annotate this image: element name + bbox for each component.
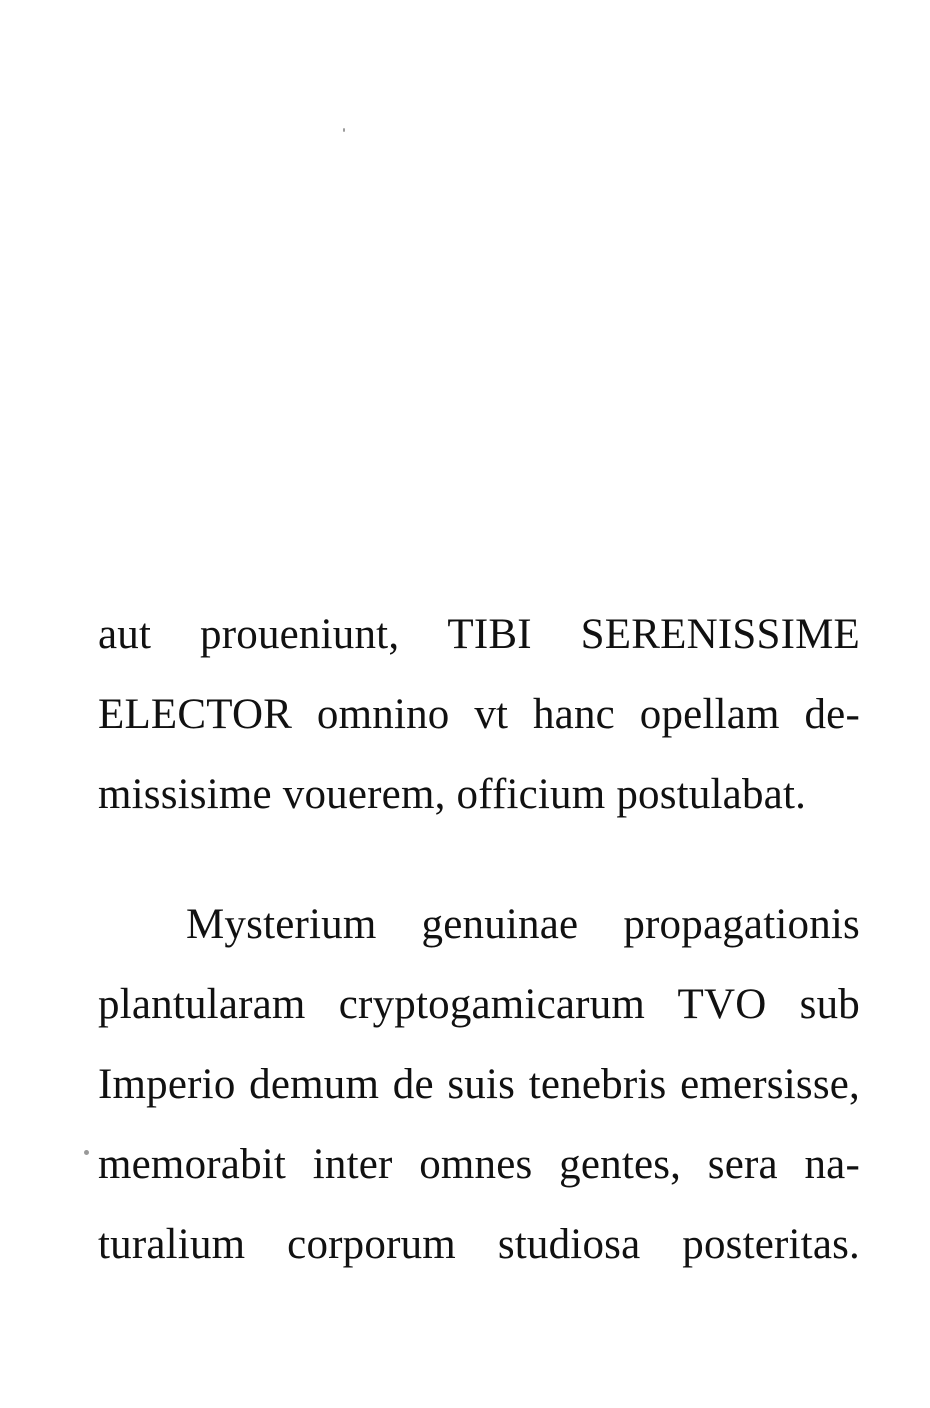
paragraph-2 [98,885,860,1285]
print-speck [84,1150,89,1155]
print-speck [343,128,345,132]
text-line: Imperio demum de suis tenebris emersisse, [98,1061,860,1108]
text-line: memorabit inter omnes gentes, sera na- [98,1141,860,1188]
paragraph-1 [98,595,860,835]
text-line: turalium corporum studiosa posteritas. [98,1221,860,1268]
text-line: aut proueniunt, TIBI SERENISSIME [98,611,860,658]
text-line: missisime vouerem, officium postulabat. [98,771,807,818]
text-line: plantularam cryptogamicarum TVO sub [98,981,860,1028]
text-line: ELECTOR omnino vt hanc opellam de- [98,691,860,738]
text-line: Mysterium genuinae propagationis [186,901,860,948]
